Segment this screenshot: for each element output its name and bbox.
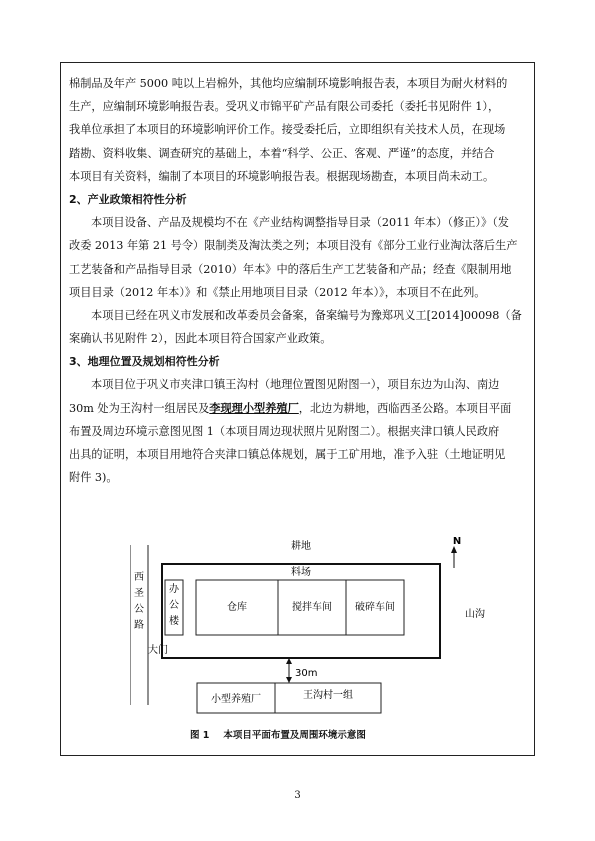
text-line: 改委 2013 年第 21 号令）限制类及淘汰类之列；本项目没有《部分工业行业淘汰落后生产 xyxy=(69,239,518,253)
vertical-char: 路 xyxy=(134,620,144,631)
distance-label: 30m xyxy=(295,668,318,679)
vertical-char: 西 xyxy=(134,572,144,583)
ravine-label: 山沟 xyxy=(465,609,485,620)
vertical-char: 公 xyxy=(169,600,179,611)
text-line: 棉制品及年产 5000 吨以上岩棉外，其他均应编制环境影响报告表，本项目为耐火材料的 xyxy=(69,77,508,90)
arrow-down-icon xyxy=(286,677,292,683)
gate-label: 大门 xyxy=(148,645,168,656)
figure-caption xyxy=(190,727,380,741)
office-label xyxy=(169,582,180,627)
page-number: 3 xyxy=(294,790,301,801)
text-line: 项目目录（2012 年本）》和《禁止用地项目目录（2012 年本）》，本项目不在此列。 xyxy=(69,285,486,299)
text-line: 我单位承担了本项目的环境影响评价工作。接受委托后，立即组织有关技术人员，在现场 xyxy=(69,123,506,137)
farm-label: 小型养殖厂 xyxy=(211,694,261,705)
warehouse-label: 仓库 xyxy=(227,602,247,613)
text-span: ，北边为耕地，西临西圣公路。本项目平面 xyxy=(298,401,512,415)
text-line: 本项目位于巩义市夹津口镇王沟村（地理位置图见附图一），项目东边为山沟、南边 xyxy=(91,378,500,392)
text-line: 生产，应编制环境影响报告表。受巩义市锦平矿产品有限公司委托（委托书见附件 1）， xyxy=(69,100,500,114)
north-label: N xyxy=(452,536,462,547)
village-label: 王沟村一组 xyxy=(303,690,353,701)
text-line: 出具的证明，本项目用地符合夹津口镇总体规划，属于工矿用地，准予入驻（土地证明见 xyxy=(69,448,506,461)
text-line: 本项目已经在巩义市发展和改革委员会备案，备案编号为豫郑巩义工[2014]00098（备 xyxy=(91,308,522,322)
text-line: 踏勘、资料收集、调查研究的基础上，本着“科学、公正、客观、严谨”的态度，并结合 xyxy=(69,146,495,160)
text-line: 布置及周边环境示意图见图 1（本项目周边现状照片见附图二）。根据夹津口镇人民政府 xyxy=(69,424,500,438)
north-arrow-head-icon xyxy=(451,546,457,553)
section-heading-location: 3、地理位置及规划相符性分析 xyxy=(69,355,220,369)
crushing-workshop-label: 破碎车间 xyxy=(355,602,395,613)
road-label xyxy=(134,571,144,631)
text-line: 案确认书见附件 2），因此本项目符合国家产业政策。 xyxy=(69,332,332,346)
section-heading-industry-policy: 2、产业政策相符性分析 xyxy=(69,192,187,206)
site-layout-diagram xyxy=(130,535,510,740)
text-line: 附件 3)。 xyxy=(69,471,118,485)
farmland-label: 耕地 xyxy=(291,541,311,552)
text-line: 本项目有关资料，编制了本项目的环境影响报告表。根据现场勘查，本项目尚未动工。 xyxy=(69,169,495,183)
vertical-char: 办 xyxy=(169,584,179,595)
vertical-char: 公 xyxy=(134,604,144,615)
text-line: 本项目设备、产品及规模均不在《产业结构调整指导目录（2011 年本）（修正）》（发 xyxy=(91,216,509,230)
text-span: 30m 处为王沟村一组居民及 xyxy=(69,401,210,415)
highlighted-farm-name: 李现理小型养殖厂 xyxy=(209,400,299,415)
mixing-workshop-label: 搅拌车间 xyxy=(292,602,332,613)
figure-number: 图 1 xyxy=(190,730,210,741)
material-yard-label: 料场 xyxy=(291,567,311,578)
figure-title: 本项目平面布置及周围环境示意图 xyxy=(223,730,366,741)
intro-paragraph xyxy=(69,72,527,489)
vertical-char: 楼 xyxy=(169,616,179,627)
text-line: 工艺装备和产品指导目录（2010）年本》中的落后生产工艺装备和产品；经查《限制用地 xyxy=(69,262,512,276)
vertical-char: 圣 xyxy=(134,588,144,599)
text-line xyxy=(69,397,527,420)
